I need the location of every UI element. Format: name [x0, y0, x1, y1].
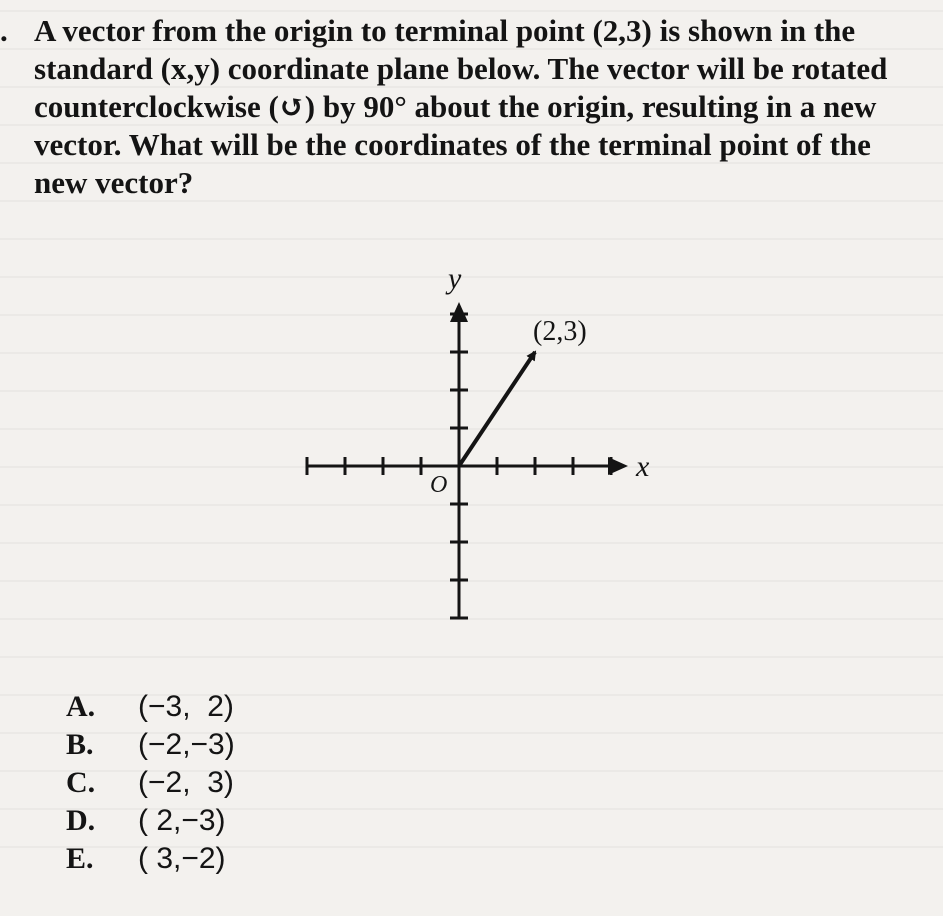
choice-b[interactable]	[36, 688, 235, 761]
vector-group	[459, 352, 535, 466]
choice-e[interactable]	[36, 802, 235, 875]
y-axis-arrowhead	[450, 302, 468, 322]
axes	[308, 302, 628, 618]
choice-value: ( 2,−3)	[138, 804, 226, 837]
point-label: (2,3)	[533, 316, 587, 347]
choice-letter: D.	[66, 804, 96, 837]
question-text: A vector from the origin to terminal point (2,3) is shown in the standard (x,y) coordinate plane below. The vector will be rotated counterclockwise (↺) by 90° about the origin, resulting in a new vector. What will be the coordinates of the terminal point of the new vector?	[34, 13, 888, 200]
origin-label: O	[430, 472, 448, 498]
coordinate-plane-svg	[290, 250, 670, 630]
x-axis-label: x	[636, 450, 650, 483]
choice-a[interactable]	[36, 650, 235, 723]
choice-d[interactable]	[36, 764, 235, 837]
choice-value: (−2,−3)	[138, 728, 235, 761]
answer-choices	[36, 650, 235, 875]
question-number: .	[0, 13, 8, 48]
choice-letter: E.	[66, 842, 94, 875]
choice-value: (−3, 2)	[138, 690, 234, 723]
coordinate-plane	[290, 250, 670, 630]
choice-letter: A.	[66, 690, 96, 723]
choice-letter: C.	[66, 766, 96, 799]
choice-letter: B.	[66, 728, 94, 761]
choice-c[interactable]	[36, 726, 235, 799]
vector	[459, 352, 535, 466]
y-axis-label: y	[448, 262, 462, 295]
choice-value: (−2, 3)	[138, 766, 234, 799]
choice-value: ( 3,−2)	[138, 842, 226, 875]
